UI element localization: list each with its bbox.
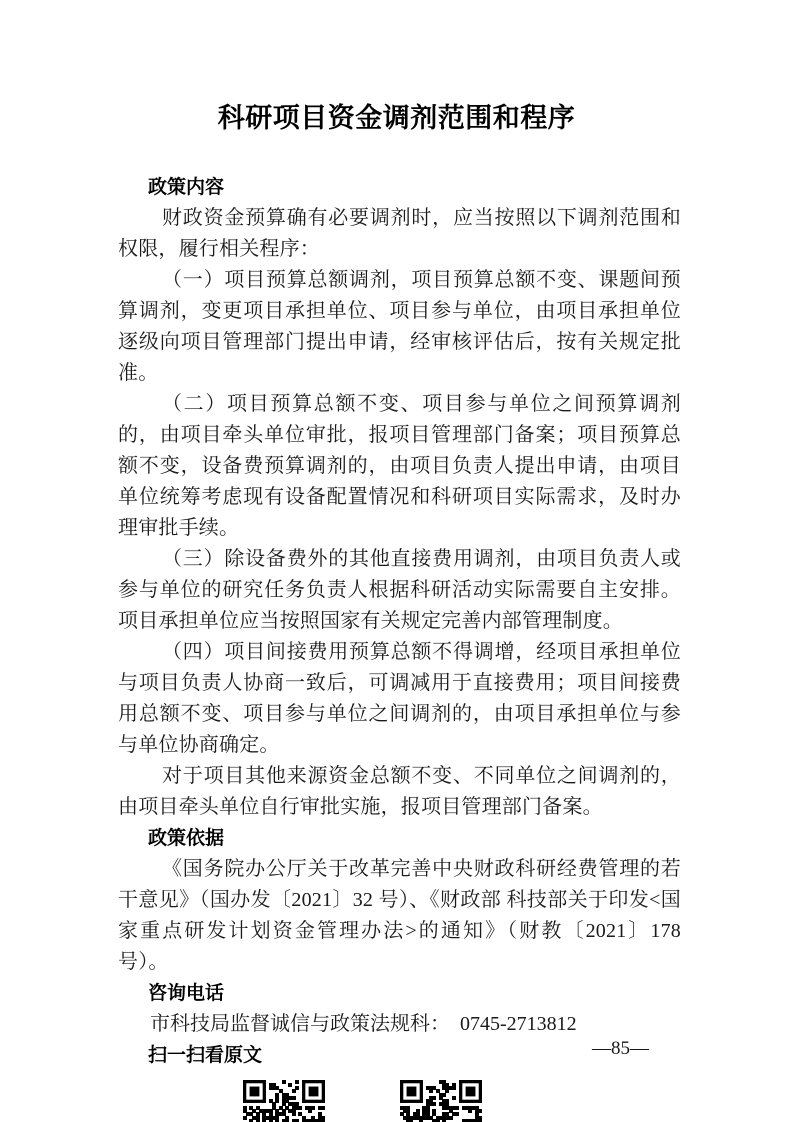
section-heading-policy-content: 政策内容 — [148, 177, 225, 198]
qr-code-left-icon — [243, 1080, 325, 1122]
qr-code-row — [243, 1080, 681, 1122]
policy-content-paragraph: 对于项目其他来源资金总额不变、不同单位之间调剂的，由项目牵头单位自行审批实施，报项目管理部门备案。 — [118, 765, 681, 818]
policy-basis-paragraph: 《国务院办公厅关于改革完善中央财政科研经费管理的若干意见》（国办发〔2021〕32 号）、《财政部 科技部关于印发<国家重点研发计划资金管理办法>的通知》（财教〔2021〕178 号）。 — [118, 858, 681, 973]
section-heading-scan: 扫一扫看原文 — [148, 1045, 263, 1066]
policy-content-paragraph: （二）项目预算总额不变、项目参与单位之间预算调剂的，由项目牵头单位审批，报项目管理部门备案；项目预算总额不变，设备费预算调剂的，由项目负责人提出申请，由项目单位统筹考虑现有设备配置情况和科研项目实际需求，及时办理审批手续。 — [118, 393, 681, 539]
document-body — [118, 172, 681, 1122]
consult-phone-line: 市科技局监督诚信与政策法规科： 0745-2713812 — [150, 1013, 577, 1035]
policy-content-paragraph: （三）除设备费外的其他直接费用调剂，由项目负责人或参与单位的研究任务负责人根据科研活动实际需要自主安排。项目承担单位应当按照国家有关规定完善内部管理制度。 — [118, 548, 681, 632]
policy-content-paragraph: （四）项目间接费用预算总额不得调增，经项目承担单位与项目负责人协商一致后，可调减用于直接费用；项目间接费用总额不变、项目参与单位之间调剂的，由项目承担单位与参与单位协商确定。 — [118, 641, 681, 756]
section-heading-policy-basis: 政策依据 — [148, 828, 225, 849]
section-heading-consult-phone: 咨询电话 — [148, 983, 225, 1004]
qr-code-right-icon — [400, 1080, 482, 1122]
page-title: 科研项目资金调剂范围和程序 — [217, 103, 576, 133]
page-number: —85— — [592, 1038, 649, 1059]
policy-content-paragraph: 财政资金预算确有必要调剂时，应当按照以下调剂范围和权限，履行相关程序： — [118, 207, 681, 260]
policy-content-paragraph: （一）项目预算总额调剂，项目预算总额不变、课题间预算调剂，变更项目承担单位、项目参与单位，由项目承担单位逐级向项目管理部门提出申请，经审核评估后，按有关规定批准。 — [118, 269, 681, 384]
